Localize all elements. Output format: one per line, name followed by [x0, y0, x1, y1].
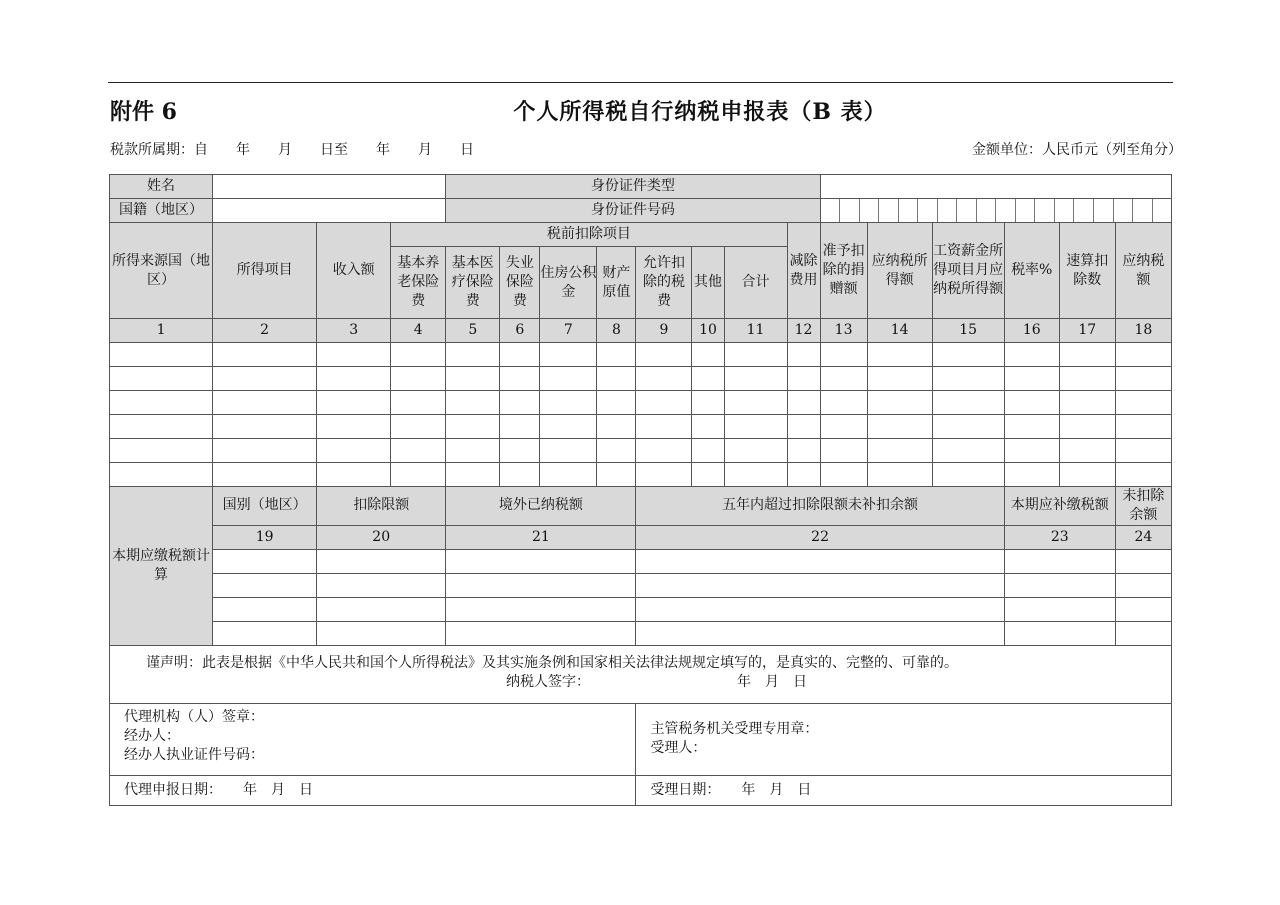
col-header-donation: 准予扣除的捐赠额	[820, 223, 867, 319]
col-header-other: 其他	[692, 247, 724, 319]
id-type-field[interactable]	[820, 175, 1171, 199]
col-number: 16	[1004, 319, 1059, 343]
income-row	[110, 439, 1172, 463]
col-number: 9	[636, 319, 692, 343]
income-row	[110, 463, 1172, 487]
col-header-deductible-taxes: 允许扣除的税费	[636, 247, 692, 319]
col-header-medical: 基本医疗保险费	[446, 247, 500, 319]
col-number: 8	[597, 319, 636, 343]
col-number: 6	[500, 319, 540, 343]
col-number: 18	[1115, 319, 1171, 343]
id-digit-cell[interactable]	[957, 199, 977, 222]
nationality-label: 国籍（地区）	[110, 199, 213, 223]
income-row	[110, 343, 1172, 367]
declaration-form-table	[109, 174, 1172, 806]
tax-period: 税款所属期：自 年 月 日至 年 月 日	[110, 142, 474, 158]
income-row	[110, 367, 1172, 391]
agent-seal-label: 代理机构（人）签章：	[124, 708, 264, 725]
col-header-monthly-taxable-salary: 工资薪金所得项目月应纳税所得额	[932, 223, 1004, 319]
tax-office-receiver-label: 受理人：	[650, 740, 707, 757]
id-digit-cell[interactable]	[977, 199, 997, 222]
id-digit-cell[interactable]	[840, 199, 860, 222]
calc-header-foreign-tax-paid: 境外已纳税额	[446, 487, 636, 526]
id-digit-cell[interactable]	[860, 199, 880, 222]
col-number: 3	[317, 319, 391, 343]
name-label: 姓名	[110, 175, 213, 199]
col-header-income-amount: 收入额	[317, 223, 391, 319]
col-number: 2	[213, 319, 317, 343]
declaration-text: 谨声明：此表是根据《中华人民共和国个人所得税法》及其实施条例和国家相关法律法规规定填写的，是真实的、完整的、可靠的。	[146, 655, 958, 672]
id-digit-cell[interactable]	[1133, 199, 1153, 222]
col-header-unemployment: 失业保险费	[500, 247, 540, 319]
id-digit-cell[interactable]	[996, 199, 1016, 222]
id-number-field[interactable]	[820, 199, 1171, 223]
col-number: 4	[391, 319, 446, 343]
calc-header-undeducted-balance: 未扣除余额	[1115, 487, 1171, 526]
calc-header-deduction-limit: 扣除限额	[317, 487, 446, 526]
calc-row	[110, 597, 1172, 621]
id-number-label: 身份证件号码	[446, 199, 820, 223]
agent-handler-label: 经办人：	[124, 727, 180, 744]
calc-section-label: 本期应缴税额计算	[110, 487, 213, 646]
col-header-quick-deduction: 速算扣除数	[1059, 223, 1115, 319]
col-number: 5	[446, 319, 500, 343]
taxpayer-signature[interactable]: 纳税人签字： 年 月 日	[506, 674, 807, 691]
col-header-tax-payable: 应纳税额	[1115, 223, 1171, 319]
col-number: 17	[1059, 319, 1115, 343]
col-header-pretax-deductions: 税前扣除项目	[391, 223, 787, 247]
calc-col-number: 22	[636, 525, 1004, 549]
col-header-tax-rate: 税率%	[1004, 223, 1059, 319]
col-number: 14	[867, 319, 932, 343]
calc-row	[110, 549, 1172, 573]
income-row	[110, 391, 1172, 415]
calc-col-number: 23	[1004, 525, 1115, 549]
tax-office-seal-label: 主管税务机关受理专用章：	[650, 721, 819, 738]
col-header-property-value: 财产原值	[597, 247, 636, 319]
col-header-deduction-expense: 减除费用	[787, 223, 820, 319]
col-number: 12	[787, 319, 820, 343]
col-number: 7	[540, 319, 597, 343]
declaration	[110, 645, 1172, 703]
col-header-pension: 基本养老保险费	[391, 247, 446, 319]
col-header-housing-fund: 住房公积金	[540, 247, 597, 319]
col-number: 15	[932, 319, 1004, 343]
col-header-income-item: 所得项目	[213, 223, 317, 319]
id-type-label: 身份证件类型	[446, 175, 820, 199]
id-digit-cell[interactable]	[1114, 199, 1134, 222]
id-digit-cell[interactable]	[879, 199, 899, 222]
agent-section	[110, 703, 636, 775]
acceptance-date: 受理日期： 年 月 日	[636, 775, 1172, 805]
nationality-field[interactable]	[213, 199, 446, 223]
tax-office-section	[636, 703, 1172, 775]
calc-row	[110, 621, 1172, 645]
id-digit-cell[interactable]	[899, 199, 919, 222]
attachment-label: 附件 6	[110, 99, 177, 125]
agent-filing-date: 代理申报日期： 年 月 日	[110, 775, 636, 805]
col-header-taxable-income: 应纳税所得额	[867, 223, 932, 319]
calc-row	[110, 573, 1172, 597]
income-row	[110, 415, 1172, 439]
agent-handler-cert-label: 经办人执业证件号码：	[124, 746, 264, 763]
id-digit-cell[interactable]	[1074, 199, 1094, 222]
col-number: 13	[820, 319, 867, 343]
name-field[interactable]	[213, 175, 446, 199]
currency-unit: 金额单位：人民币元（列至角分）	[972, 142, 1182, 158]
calc-header-country: 国别（地区）	[213, 487, 317, 526]
id-digit-cell[interactable]	[938, 199, 958, 222]
col-number: 10	[692, 319, 724, 343]
calc-col-number: 19	[213, 525, 317, 549]
id-digit-cell[interactable]	[918, 199, 938, 222]
top-rule	[108, 82, 1173, 83]
calc-header-five-year-excess: 五年内超过扣除限额未补扣余额	[636, 487, 1004, 526]
col-number: 1	[110, 319, 213, 343]
calc-col-number: 24	[1115, 525, 1171, 549]
calc-col-number: 20	[317, 525, 446, 549]
id-digit-cell[interactable]	[1153, 199, 1172, 222]
col-number: 11	[724, 319, 787, 343]
calc-col-number: 21	[446, 525, 636, 549]
id-digit-cell[interactable]	[1016, 199, 1036, 222]
id-digit-cell[interactable]	[1035, 199, 1055, 222]
calc-header-supplementary-tax: 本期应补缴税额	[1004, 487, 1115, 526]
id-digit-cell[interactable]	[1094, 199, 1114, 222]
form-title: 个人所得税自行纳税申报表（B 表）	[513, 99, 887, 125]
id-digit-cell[interactable]	[1055, 199, 1075, 222]
col-header-source-country: 所得来源国（地区）	[110, 223, 213, 319]
id-digit-cell[interactable]	[821, 199, 841, 222]
col-header-total: 合计	[724, 247, 787, 319]
